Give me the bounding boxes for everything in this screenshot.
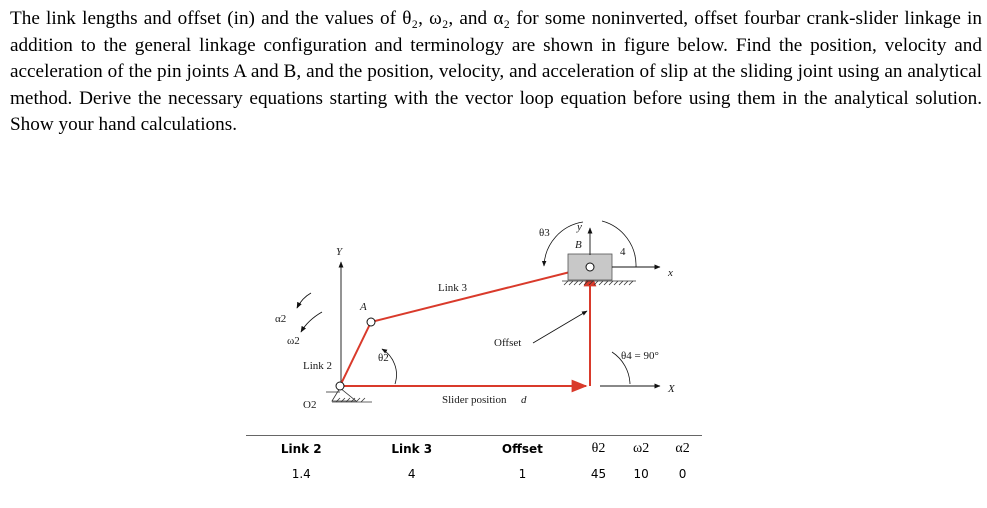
d-label: d <box>521 394 527 406</box>
value-link3: 4 <box>407 467 416 481</box>
X-label: X <box>668 383 675 395</box>
B-label: B <box>575 239 582 251</box>
header-omega2: ω2 <box>619 436 663 462</box>
header-theta2: θ2 <box>578 436 619 462</box>
omega2-label: ω2 <box>287 335 300 347</box>
value-theta2: 45 <box>590 467 607 481</box>
pin-o2 <box>336 382 344 390</box>
Y-label: Y <box>336 246 343 258</box>
table-header-row <box>246 436 702 462</box>
link-2 <box>340 322 371 386</box>
y-label: y <box>577 221 582 233</box>
pin-a <box>367 318 375 326</box>
o2-label: O2 <box>303 399 317 411</box>
link2-label: Link 2 <box>303 360 333 372</box>
x-label: x <box>668 267 673 279</box>
value-omega2: 10 <box>633 467 649 481</box>
theta3-label: θ3 <box>539 227 550 239</box>
header-link2: Link 2 <box>246 436 356 462</box>
omega2-arrow <box>301 312 322 332</box>
header-alpha2: α2 <box>663 436 702 462</box>
parameter-table <box>246 435 702 481</box>
offset-leader <box>533 311 587 343</box>
pin-b <box>586 263 594 271</box>
header-link3: Link 3 <box>356 436 466 462</box>
theta2-label: θ2 <box>378 352 389 364</box>
ground-o2 <box>326 388 372 402</box>
link4-label: 4 <box>620 246 626 258</box>
A-label: A <box>360 301 367 313</box>
value-link2: 1.4 <box>291 467 311 481</box>
slider-ground <box>562 281 636 285</box>
header-offset: Offset <box>467 436 578 462</box>
link3-label: Link 3 <box>438 282 468 294</box>
theta4-label: θ4 = 90° <box>621 350 659 362</box>
value-offset: 1 <box>518 467 527 481</box>
value-alpha2: 0 <box>678 467 687 481</box>
alpha2-label: α2 <box>275 313 287 325</box>
alpha2-arrow <box>297 293 311 308</box>
slider-position-label: Slider position <box>442 394 507 406</box>
link-3 <box>371 267 590 322</box>
problem-statement: The link lengths and offset (in) and the values of θ₂, ω₂, and α₂ for some noninverted, offset fourbar crank-slider linkage in addition to the general linkage configuration and terminology are shown in figure below. Find the position, velocity and acceleration of the pin joints A and B, and the position, velocity, and acceleration of slip at the sliding joint using an analytical method. Derive the necessary equations starting with the vector loop equation before using them in the analytical solution. Show your hand calculations. <box>10 8 982 136</box>
table-row <box>246 461 702 481</box>
offset-label: Offset <box>494 337 522 349</box>
